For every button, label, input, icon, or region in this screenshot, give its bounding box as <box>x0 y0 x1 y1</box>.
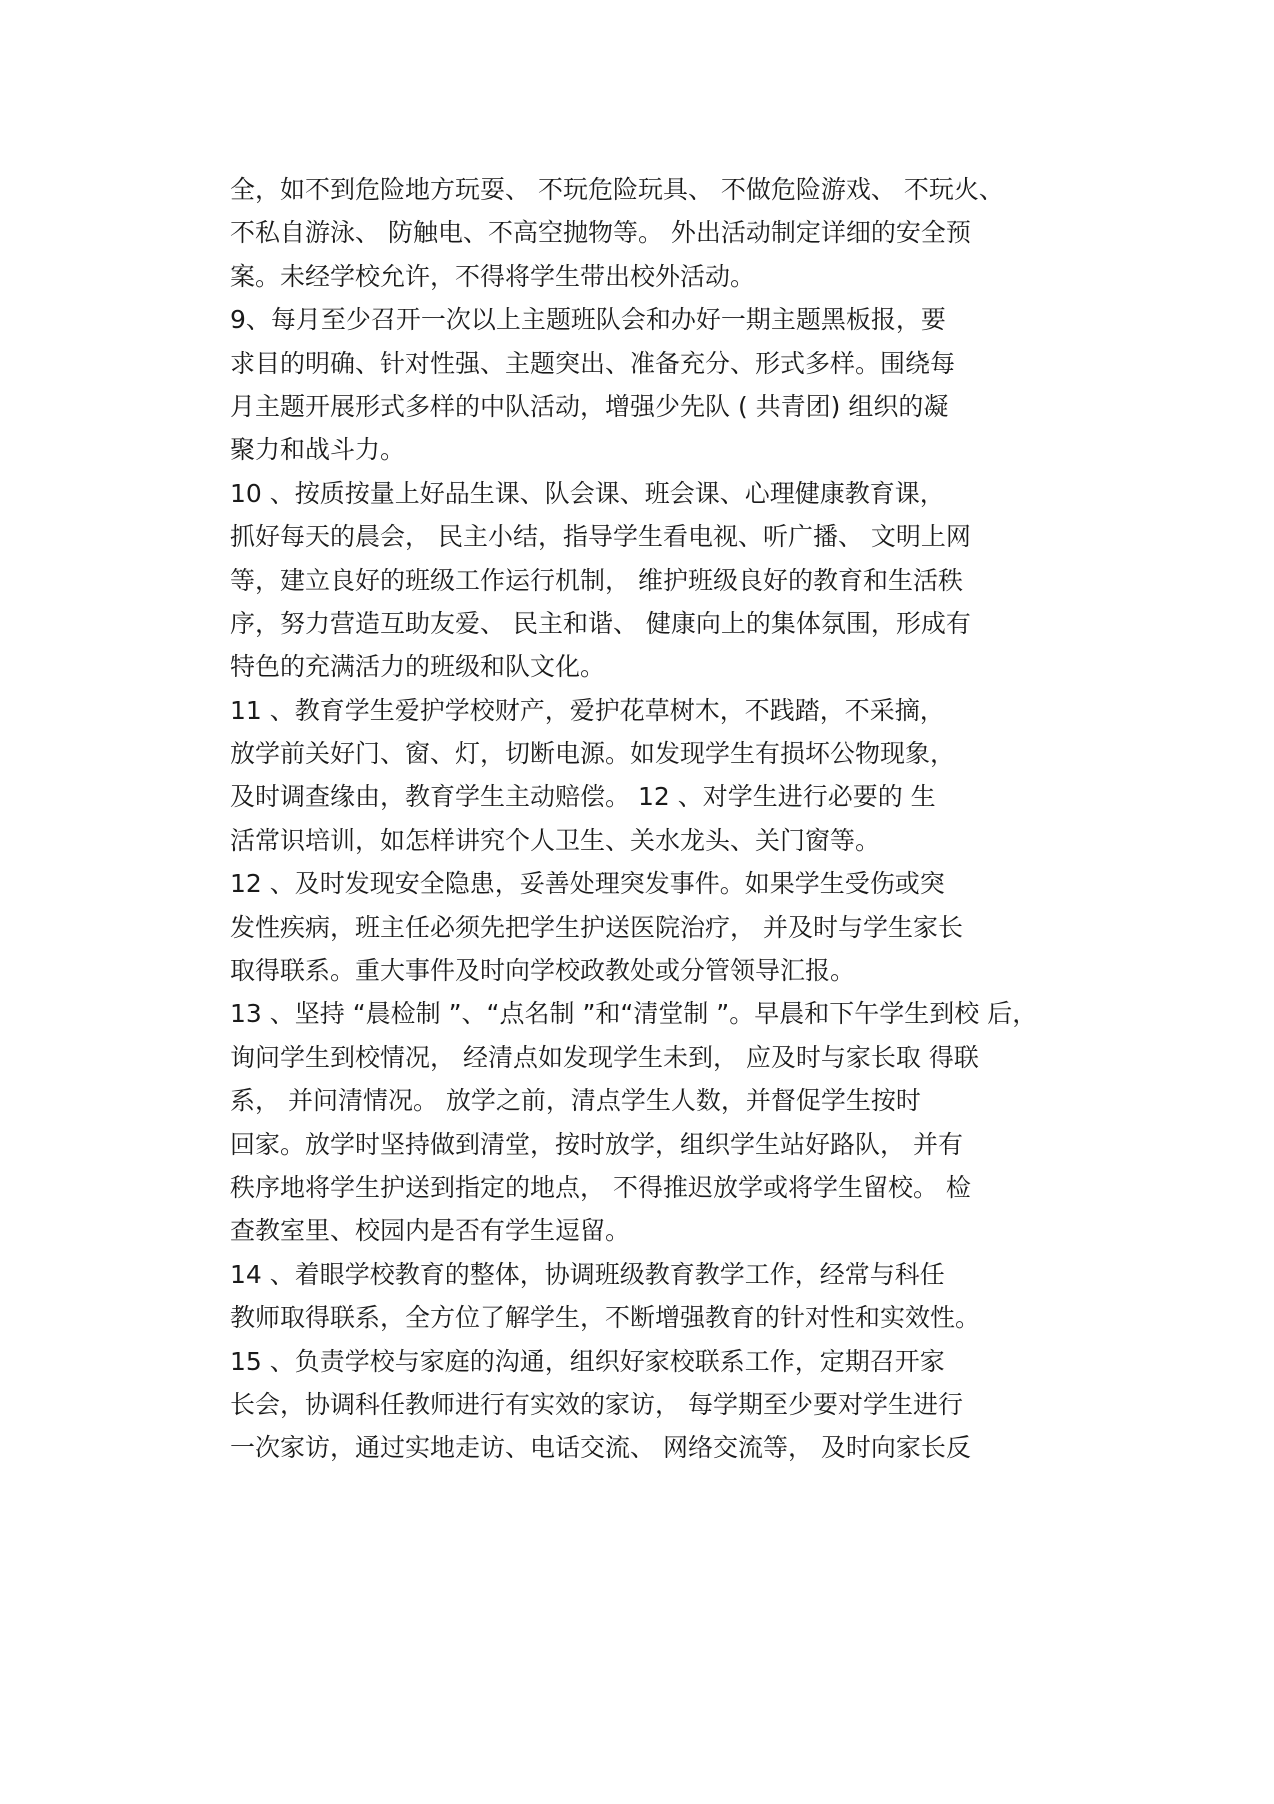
text-line: 月主题开展形式多样的中队活动，增强少先队 ( 共青团) 组织的凝 <box>230 391 949 421</box>
text-line: 15 、负责学校与家庭的沟通，组织好家校联系工作，定期召开家 <box>230 1346 945 1376</box>
document-text <box>230 168 1070 1470</box>
text-line: 不私自游泳、 防触电、不高空抛物等。 外出活动制定详细的安全预 <box>230 218 971 248</box>
text-line: 及时调查缘由，教育学生主动赔偿。 12 、对学生进行必要的 生 <box>230 782 936 812</box>
text-line: 13 、坚持 “晨检制 ”、“点名制 ”和“清堂制 ”。早晨和下午学生到校 后， <box>230 999 1038 1029</box>
text-line: 11 、教育学生爱护学校财产，爱护花草树木，不践踏，不采摘， <box>230 695 945 725</box>
text-line: 10 、按质按量上好品生课、队会课、班会课、心理健康教育课， <box>230 478 945 508</box>
text-line: 等，建立良好的班级工作运行机制， 维护班级良好的教育和生活秩 <box>230 565 963 595</box>
text-line: 9、每月至少召开一次以上主题班队会和办好一期主题黑板报，要 <box>230 305 946 335</box>
text-line: 教师取得联系，全方位了解学生，不断增强教育的针对性和实效性。 <box>230 1303 981 1333</box>
text-line: 聚力和战斗力。 <box>230 435 406 465</box>
text-line: 12 、及时发现安全隐患，妥善处理突发事件。如果学生受伤或突 <box>230 869 945 899</box>
text-line: 放学前关好门、窗、灯，切断电源。如发现学生有损坏公物现象， <box>230 739 956 769</box>
text-line: 回家。放学时坚持做到清堂，按时放学，组织学生站好路队， 并有 <box>230 1129 963 1159</box>
text-line: 活常识培训，如怎样讲究个人卫生、关水龙头、关门窗等。 <box>230 825 881 855</box>
text-line: 14 、着眼学校教育的整体，协调班级教育教学工作，经常与科任 <box>230 1259 945 1289</box>
text-line: 抓好每天的晨会， 民主小结，指导学生看电视、听广播、 文明上网 <box>230 522 971 552</box>
text-line: 系， 并问清情况。 放学之前，清点学生人数，并督促学生按时 <box>230 1086 921 1116</box>
text-line: 特色的充满活力的班级和队文化。 <box>230 652 606 682</box>
text-line: 一次家访，通过实地走访、电话交流、 网络交流等， 及时向家长反 <box>230 1433 971 1463</box>
text-line: 案。未经学校允许，不得将学生带出校外活动。 <box>230 261 756 291</box>
text-line: 全，如不到危险地方玩耍、 不玩危险玩具、 不做危险游戏、 不玩火、 <box>230 175 1004 204</box>
text-line: 查教室里、校园内是否有学生逗留。 <box>230 1216 631 1246</box>
text-line: 秩序地将学生护送到指定的地点， 不得推迟放学或将学生留校。 检 <box>230 1172 971 1202</box>
text-line: 发性疾病，班主任必须先把学生护送医院治疗， 并及时与学生家长 <box>230 912 963 942</box>
text-line: 取得联系。重大事件及时向学校政教处或分管领导汇报。 <box>230 956 856 986</box>
text-line: 长会，协调科任教师进行有实效的家访， 每学期至少要对学生进行 <box>230 1389 963 1419</box>
text-line: 序，努力营造互助友爱、 民主和谐、 健康向上的集体氛围，形成有 <box>230 608 971 638</box>
text-line: 询问学生到校情况， 经清点如发现学生未到， 应及时与家长取 得联 <box>230 1042 979 1072</box>
text-line: 求目的明确、针对性强、主题突出、准备充分、形式多样。围绕每 <box>230 348 956 378</box>
